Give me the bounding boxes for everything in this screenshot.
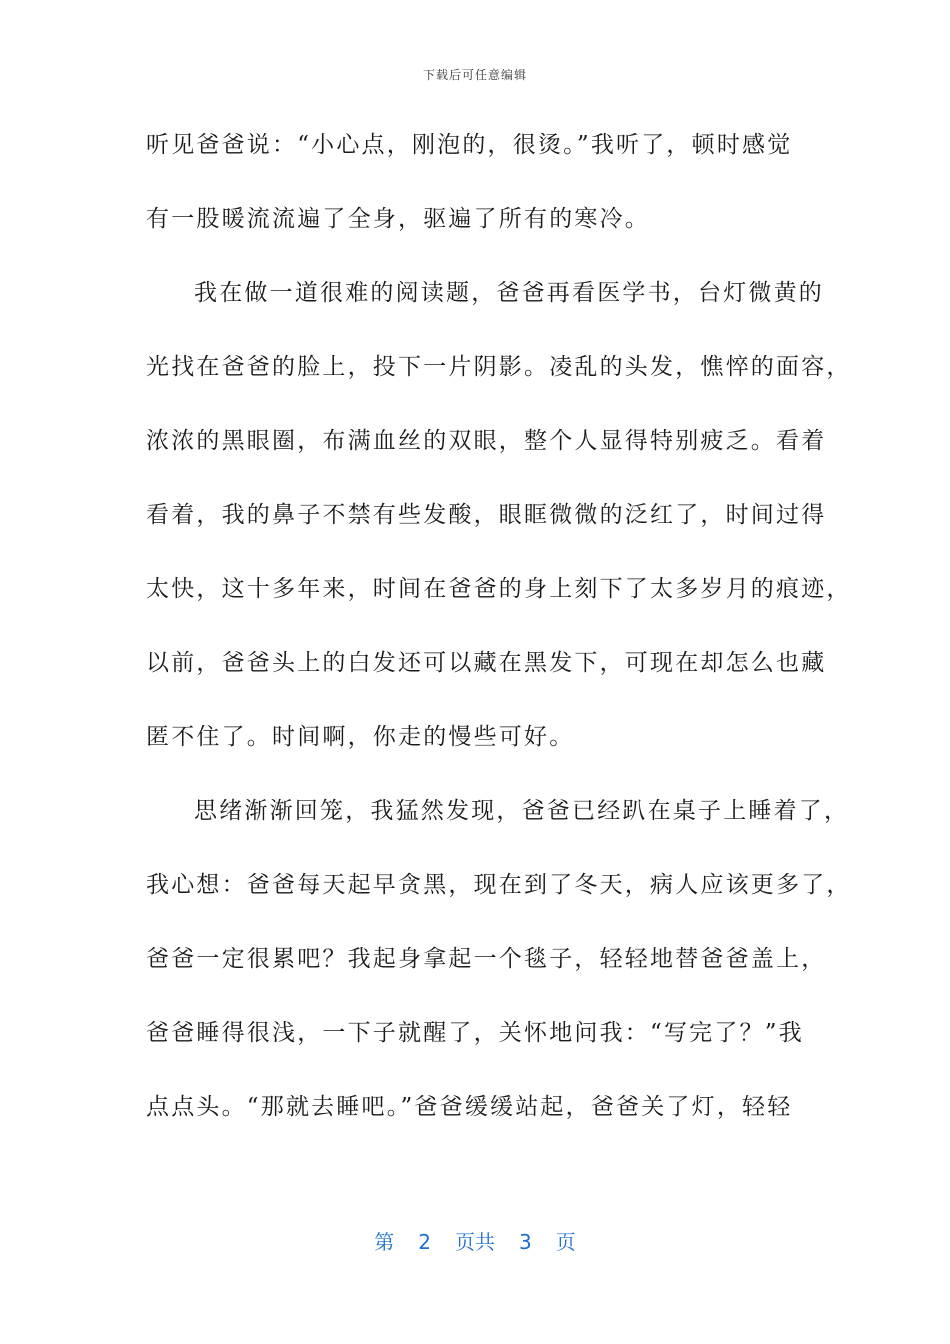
text-line: 爸爸睡得很浅，一下子就醒了，关怀地问我：“写完了？”我 bbox=[146, 1020, 804, 1046]
footer-middle: 页共 bbox=[455, 1230, 495, 1254]
page-header-note: 下载后可任意编辑 bbox=[422, 68, 527, 82]
total-pages-number: 3 bbox=[519, 1230, 532, 1254]
text-line: 浓浓的黑眼圈，布满血丝的双眼，整个人显得特别疲乏。看着 bbox=[146, 428, 827, 454]
text-line: 点点头。“那就去睡吧。”爸爸缓缓站起，爸爸关了灯，轻轻 bbox=[146, 1094, 793, 1120]
current-page-number: 2 bbox=[418, 1230, 431, 1254]
text-line: 光找在爸爸的脸上，投下一片阴影。凌乱的头发，憔悴的面容， bbox=[146, 354, 852, 380]
text-line: 我心想：爸爸每天起早贪黑，现在到了冬天，病人应该更多了， bbox=[146, 872, 852, 898]
paragraph-start-line: 思绪渐渐回笼，我猛然发现，爸爸已经趴在桌子上睡着了， bbox=[194, 798, 850, 824]
page-number-footer bbox=[0, 1226, 950, 1255]
text-line: 有一股暖流流遍了全身，驱遍了所有的寒冷。 bbox=[146, 206, 650, 232]
footer-prefix: 第 bbox=[374, 1230, 395, 1254]
text-line: 爸爸一定很累吧？我起身拿起一个毯子，轻轻地替爸爸盖上， bbox=[146, 946, 827, 972]
text-line: 看着，我的鼻子不禁有些发酸，眼眶微微的泛红了，时间过得 bbox=[146, 502, 827, 528]
text-line: 匿不住了。时间啊，你走的慢些可好。 bbox=[146, 724, 575, 750]
text-line: 以前，爸爸头上的白发还可以藏在黑发下，可现在却怎么也藏 bbox=[146, 650, 827, 676]
text-line: 太快，这十多年来，时间在爸爸的身上刻下了太多岁月的痕迹， bbox=[146, 576, 852, 602]
text-line: 听见爸爸说：“小心点，刚泡的，很烫。”我听了，顿时感觉 bbox=[146, 132, 793, 158]
paragraph-start-line: 我在做一道很难的阅读题，爸爸再看医学书，台灯微黄的 bbox=[194, 280, 824, 306]
footer-suffix: 页 bbox=[555, 1230, 576, 1254]
document-body bbox=[146, 126, 852, 1162]
